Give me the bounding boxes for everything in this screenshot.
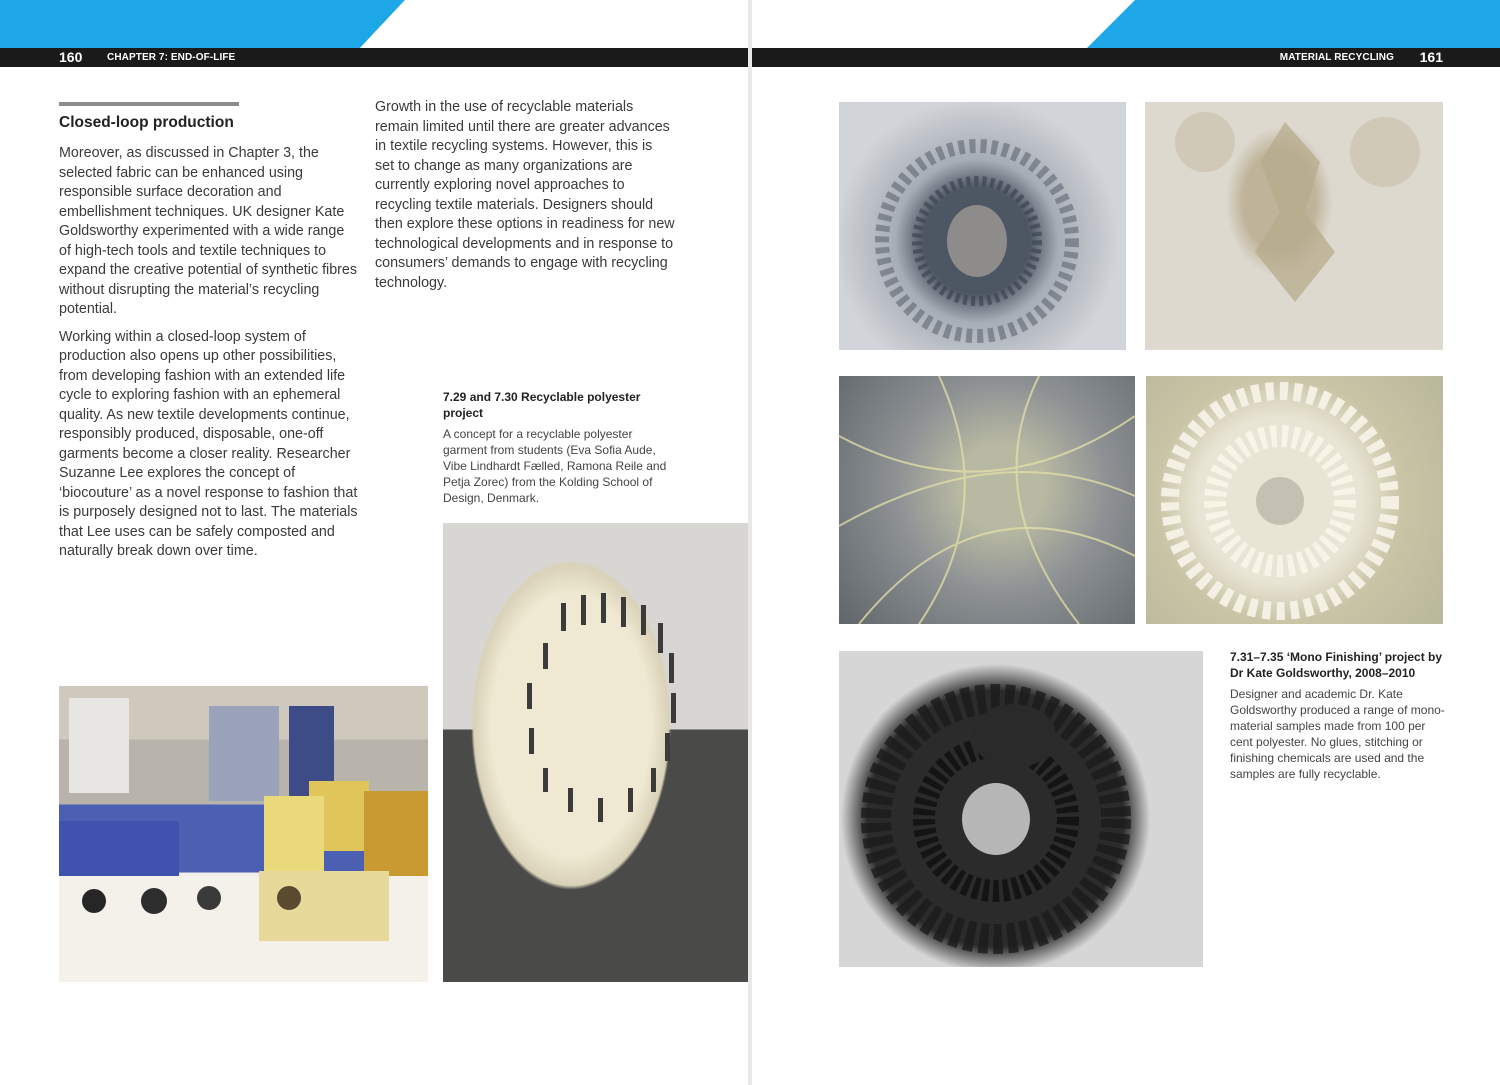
- running-head: MATERIAL RECYCLING: [1279, 52, 1394, 63]
- paragraph: Working within a closed-loop system of production also opens up other possibilities, from developing fashion with an extended life cycle to exploring fashion with an ephemeral quality. As new textile developments continue, responsibly produced, disposable, one-off garments become a closer reality. Researcher Suzanne Lee explores the concept of ‘biocouture’ as a novel response to fashion that is purposely designed not to last. The materials that Lee uses can be safely composted and naturally break down over time.: [59, 328, 358, 559]
- lasered-sample-photo-4: [1146, 376, 1443, 624]
- lasered-sample-photo-3: [839, 376, 1135, 624]
- right-page: [752, 0, 1500, 1085]
- left-page: [0, 0, 748, 1085]
- running-head: CHAPTER 7: END-OF-LIFE: [107, 52, 236, 63]
- body-column-1: [59, 144, 359, 570]
- caption-text: Designer and academic Dr. Kate Goldsworthy produced a range of mono-material samples made from 100 per cent polyester. No glues, stitching or finishing chemicals are used and the samples are fully recyclable.: [1230, 687, 1445, 781]
- polyester-garment-photo: [443, 523, 748, 982]
- header-accent-band: [752, 0, 1500, 48]
- lasered-sample-photo-5: [839, 651, 1203, 967]
- paragraph: Moreover, as discussed in Chapter 3, the selected fabric can be enhanced using responsible surface decoration and embellishment techniques. UK designer Kate Goldsworthy experimented with a wide range of high-tech tools and textile techniques to expand the creative potential of synthetic fibres without disrupting the material’s recycling potential.: [59, 145, 358, 317]
- running-header-bar: [752, 48, 1500, 67]
- caption-text: A concept for a recyclable polyester garment from students (Eva Sofia Aude, Vibe Lindhardt Fælled, Ramona Reile and Petja Zorec) from the Kolding School of Design, Denmark.: [443, 427, 667, 505]
- page-number: 161: [1419, 49, 1443, 65]
- caption-title: 7.29 and 7.30 Recyclable polyester project: [443, 390, 641, 420]
- lasered-sample-photo-2: [1145, 102, 1443, 350]
- section-heading: Closed-loop production: [59, 114, 234, 131]
- figure-caption: [1230, 649, 1445, 782]
- page-number: 160: [59, 49, 83, 65]
- section-rule: [59, 102, 239, 106]
- caption-title: 7.31–7.35 ‘Mono Finishing’ project by Dr Kate Goldsworthy, 2008–2010: [1230, 650, 1443, 680]
- moodboard-photo: [59, 686, 428, 982]
- paragraph: Growth in the use of recyclable materials remain limited until there are greater advances in textile recycling systems. However, this is set to change as many organizations are currently exploring novel approaches to recycling textile materials. Designers should then explore these options in readiness for new technological developments and in response to consumers’ demands to engage with recycling technology.: [375, 99, 675, 291]
- header-accent-band: [0, 0, 748, 48]
- lasered-sample-photo-1: [839, 102, 1126, 350]
- figure-caption: [443, 389, 675, 506]
- body-column-2: [375, 98, 675, 301]
- running-header-bar: [0, 48, 748, 67]
